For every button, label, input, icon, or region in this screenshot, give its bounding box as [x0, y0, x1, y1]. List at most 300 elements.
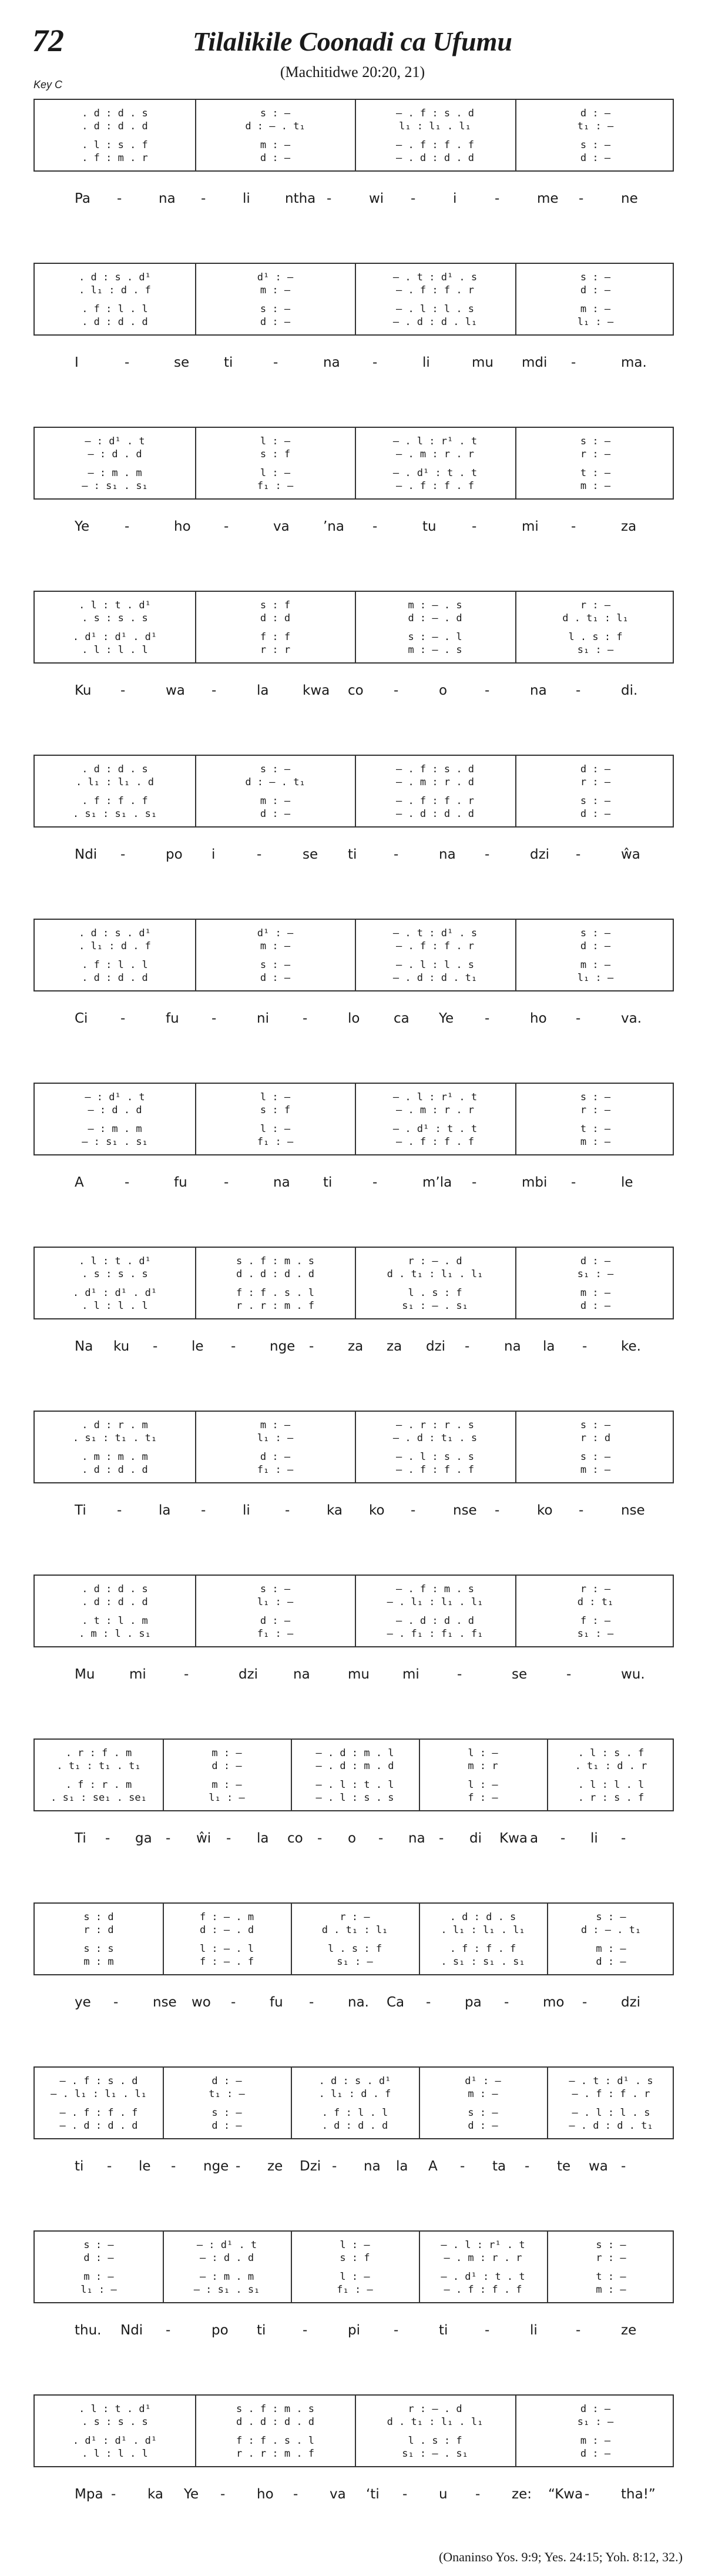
music-system	[33, 1247, 674, 1319]
music-system	[33, 2066, 674, 2139]
lyric-syllable: di.	[621, 683, 638, 698]
lyric-syllable: Ye	[439, 1011, 454, 1026]
voice-line	[35, 2239, 673, 2252]
measure: . s : s . s	[82, 2416, 148, 2428]
measure: d : —	[468, 2120, 498, 2132]
measure: d : —	[580, 1300, 611, 1312]
lyric-syllable: ga	[135, 1831, 152, 1846]
lyric-syllable: na	[364, 2159, 381, 2174]
lyric-syllable: -	[125, 519, 130, 534]
measure: . d : d . d	[82, 1596, 148, 1608]
lyric-syllable: A	[75, 1175, 84, 1190]
lyric-syllable: ne	[621, 191, 638, 206]
voice-line	[35, 1760, 673, 1773]
lyric-syllable: Ti	[75, 1503, 86, 1518]
voice-line	[35, 2403, 673, 2416]
lyric-syllable: mu	[472, 355, 494, 370]
measure: l . s : f	[568, 631, 623, 643]
lyric-syllable: -	[560, 1831, 566, 1846]
music-system	[33, 919, 674, 991]
lyric-syllable: ka	[147, 2487, 164, 2502]
voice-line	[35, 2434, 673, 2447]
measure: l : —	[260, 1091, 291, 1103]
voice-line	[35, 1596, 673, 1609]
measure: d : —	[580, 808, 611, 820]
music-system	[33, 1411, 674, 1483]
lyric-line	[33, 1171, 674, 1194]
lyric-syllable: -	[394, 2323, 399, 2338]
lyric-syllable: -	[495, 1503, 500, 1518]
measure: d : —	[260, 1451, 291, 1463]
measure: m : —	[83, 2271, 114, 2283]
measure: . d : d . s	[82, 763, 148, 775]
lyric-syllable: -	[426, 1995, 431, 2010]
lyric-syllable: Ci	[75, 1011, 88, 1026]
measure: f₁ : —	[257, 1464, 294, 1476]
measure: m : —	[580, 1287, 611, 1299]
measure: s . f : m . s	[236, 1255, 315, 1267]
measure: m : —	[580, 1464, 611, 1476]
measure: r : d	[580, 1432, 611, 1444]
measure: f : — . m	[199, 1911, 254, 1923]
lyric-syllable: va.	[621, 1011, 642, 1026]
measure: . f : l . l	[321, 2107, 388, 2119]
lyric-syllable: dzi	[426, 1339, 446, 1354]
lyric-syllable: Mu	[75, 1667, 95, 1682]
lyric-syllable: I	[75, 355, 79, 370]
lyric-syllable: -	[201, 191, 206, 206]
measure: d : —	[580, 1255, 611, 1267]
lyric-syllable: -	[475, 2487, 481, 2502]
measure: . l : l . l	[82, 644, 148, 656]
voice-line	[35, 1791, 673, 1804]
lyric-syllable: -	[231, 1995, 236, 2010]
lyric-line	[33, 1335, 674, 1358]
measure: t : —	[580, 467, 611, 479]
lyric-syllable: za	[348, 1339, 364, 1354]
measure: l₁ : —	[80, 2284, 117, 2296]
measure: r : — . d	[408, 2403, 462, 2415]
measure: — . l : t . l	[315, 1779, 394, 1791]
voice-line	[35, 284, 673, 297]
measure: — . d : m . d	[315, 1760, 394, 1772]
lyric-syllable: me	[537, 191, 559, 206]
measure: s : f	[340, 2252, 370, 2264]
measure: r : d	[83, 1924, 114, 1936]
voice-line	[35, 1924, 673, 1937]
measure: l₁ : —	[577, 316, 614, 328]
measure: m : — . s	[408, 644, 462, 656]
measure: — . m : r . r	[444, 2252, 522, 2264]
measure: — . d : m . l	[315, 1747, 394, 1759]
measure: r : —	[580, 448, 611, 460]
lyric-syllable: na	[323, 355, 340, 370]
voice-line	[35, 1778, 673, 1791]
measure: . l₁ : l₁ . l₁	[441, 1924, 525, 1936]
lyric-syllable: li	[530, 2323, 538, 2338]
measure: — . r : r . s	[395, 1419, 475, 1431]
lyric-syllable: Ye	[184, 2487, 199, 2502]
lyric-syllable: -	[579, 1503, 584, 1518]
measure: d : —	[596, 1956, 626, 1968]
references: (Onaninso Yos. 9:9; Yes. 24:15; Yoh. 8:12, 32.)	[438, 2550, 683, 2564]
music-system	[33, 1575, 674, 1647]
measure: . t₁ : d . r	[575, 1760, 647, 1772]
measure: — : m . m	[199, 2271, 254, 2283]
measure: d : — . t₁	[580, 1924, 642, 1936]
voice-line	[35, 959, 673, 972]
measure: — . f : m . s	[395, 1583, 475, 1595]
measure: . s₁ : s₁ . s₁	[72, 808, 157, 820]
measure: d : —	[83, 2252, 114, 2264]
measure: — . f₁ : f₁ . f₁	[387, 1628, 484, 1640]
measure: — . d¹ : t . t	[392, 1123, 478, 1135]
lyric-syllable: dzi	[239, 1667, 258, 1682]
lyric-syllable: -	[171, 2159, 176, 2174]
lyric-syllable: la	[257, 683, 269, 698]
lyric-line	[33, 351, 674, 374]
measure: — . d : d . l₁	[392, 316, 478, 328]
measure: . l : s . f	[82, 139, 148, 151]
lyric-syllable: -	[504, 1995, 509, 2010]
measure: r : —	[580, 1104, 611, 1116]
lyric-syllable: nge	[203, 2159, 229, 2174]
lyric-line	[33, 2483, 674, 2506]
voice-line	[35, 435, 673, 448]
lyric-syllable: nse	[153, 1995, 177, 2010]
lyric-syllable: -	[571, 355, 576, 370]
measure: d : —	[212, 1760, 242, 1772]
measure: d : —	[260, 972, 291, 984]
lyric-syllable: te	[557, 2159, 571, 2174]
measure: d : — . t₁	[245, 776, 306, 788]
measure: . l : t . d¹	[79, 2403, 151, 2415]
lyric-syllable: Na	[75, 1339, 93, 1354]
measure: m : —	[580, 1136, 611, 1148]
measure: . r : s . f	[578, 1792, 644, 1804]
measure: — . d : d . d	[395, 808, 475, 820]
measure: d : —	[580, 763, 611, 775]
measure: s : —	[596, 2239, 626, 2251]
measure: f : f . s . l	[236, 2435, 315, 2447]
measure: s : —	[580, 272, 611, 283]
measure: s : —	[83, 2239, 114, 2251]
lyric-syllable: le	[621, 1175, 633, 1190]
voice-line	[35, 644, 673, 656]
voice-line	[35, 139, 673, 152]
measure: . l : t . d¹	[79, 1255, 151, 1267]
measure: — . t : d¹ . s	[392, 272, 478, 283]
measure: d : — . t₁	[245, 120, 306, 132]
lyric-syllable: Ti	[75, 1831, 86, 1846]
lyric-syllable: ho	[257, 2487, 274, 2502]
measure: r : —	[580, 776, 611, 788]
lyric-syllable: o	[439, 683, 448, 698]
measure: . f : l . l	[82, 303, 148, 315]
voice-line	[35, 1432, 673, 1445]
measure: d : —	[580, 108, 611, 119]
lyric-syllable: -	[117, 191, 122, 206]
lyric-syllable: -	[571, 1175, 576, 1190]
voice-line	[35, 1747, 673, 1760]
measure: — . m : r . r	[395, 1104, 475, 1116]
lyric-syllable: fu	[166, 1011, 179, 1026]
voice-line	[35, 972, 673, 984]
key-signature: Key C	[33, 79, 63, 91]
lyric-syllable: -	[120, 1011, 126, 1026]
music-system	[33, 2230, 674, 2303]
music-system	[33, 99, 674, 172]
lyric-syllable: la	[543, 1339, 555, 1354]
measure: d : —	[580, 2403, 611, 2415]
lyric-syllable: na.	[348, 1995, 369, 2010]
lyric-syllable: se	[303, 847, 318, 862]
lyric-syllable: -	[576, 1011, 581, 1026]
lyric-syllable: -	[582, 1339, 588, 1354]
lyric-line	[33, 1663, 674, 1686]
voice-line	[35, 612, 673, 625]
lyric-syllable: ku	[113, 1339, 130, 1354]
lyric-syllable: -	[485, 683, 490, 698]
measure: m : —	[580, 480, 611, 492]
measure: — . d : d . d	[59, 2120, 138, 2132]
lyric-syllable: -	[107, 2159, 112, 2174]
measure: l : —	[260, 436, 291, 447]
lyric-syllable: -	[120, 847, 126, 862]
voice-line	[35, 303, 673, 316]
hymn-number: 72	[32, 23, 64, 58]
measure: — . l : r¹ . t	[392, 1091, 478, 1103]
measure: . f : m . r	[82, 152, 148, 164]
lyric-syllable: -	[621, 1831, 626, 1846]
lyric-syllable: -	[495, 191, 500, 206]
measure: . s : s . s	[82, 1268, 148, 1280]
lyric-syllable: wa	[589, 2159, 608, 2174]
measure: — : s₁ . s₁	[82, 1136, 148, 1148]
lyric-syllable: ho	[530, 1011, 547, 1026]
lyric-syllable: mi	[129, 1667, 146, 1682]
lyric-line	[33, 187, 674, 210]
lyric-syllable: -	[303, 1011, 308, 1026]
measure: s₁ : —	[577, 1268, 614, 1280]
lyric-line	[33, 2319, 674, 2342]
voice-line	[35, 1299, 673, 1312]
measure: — . l : r¹ . t	[441, 2239, 525, 2251]
lyric-syllable: -	[293, 2487, 298, 2502]
measure: . d : d . d	[82, 1464, 148, 1476]
lyric-syllable: ke.	[621, 1339, 641, 1354]
measure: d . t₁ : l₁	[562, 612, 629, 624]
lyric-syllable: ma.	[621, 355, 647, 370]
lyric-syllable: -	[582, 1995, 588, 2010]
lyric-syllable: -	[224, 519, 229, 534]
lyric-syllable: -	[257, 847, 262, 862]
lyric-syllable: -	[372, 355, 378, 370]
lyric-syllable: mu	[348, 1667, 370, 1682]
measure: — . t : d¹ . s	[569, 2075, 653, 2087]
measure: m : —	[468, 2088, 498, 2100]
measure: s : —	[580, 927, 611, 939]
lyric-syllable: -	[220, 2487, 226, 2502]
measure: m : —	[260, 1419, 291, 1431]
voice-line	[35, 1287, 673, 1299]
measure: . d : d . s	[82, 108, 148, 119]
measure: r : —	[580, 1583, 611, 1595]
lyric-syllable: -	[231, 1339, 236, 1354]
measure: . l : s . f	[578, 1747, 644, 1759]
measure: — : d¹ . t	[85, 1091, 145, 1103]
music-system	[33, 755, 674, 828]
lyric-syllable: -	[201, 1503, 206, 1518]
lyric-syllable: le	[192, 1339, 204, 1354]
lyric-syllable: -	[226, 1831, 231, 1846]
lyric-line	[33, 515, 674, 538]
lyric-syllable: -	[224, 1175, 229, 1190]
lyric-syllable: le	[139, 2159, 151, 2174]
measure: — . d : d . t₁	[392, 972, 478, 984]
measure: — . f : f . r	[395, 940, 475, 952]
measure: m : —	[260, 139, 291, 151]
voice-line	[35, 1091, 673, 1104]
measure: — . d¹ : t . t	[392, 467, 478, 479]
measure: d . d : d . d	[236, 2416, 315, 2428]
lyric-syllable: m’la	[422, 1175, 452, 1190]
lyric-syllable: wi	[369, 191, 384, 206]
lyric-syllable: ze	[267, 2159, 283, 2174]
lyric-syllable: -	[579, 191, 584, 206]
lyric-syllable: -	[117, 1503, 122, 1518]
measure: . l₁ : d . f	[79, 284, 151, 296]
lyric-syllable: co	[287, 1831, 303, 1846]
measure: . l₁ : l₁ . d	[75, 776, 155, 788]
measure: s₁ : — . s₁	[402, 2448, 468, 2460]
measure: s₁ : —	[577, 644, 614, 656]
lyric-syllable: -	[113, 1995, 119, 2010]
lyric-syllable: -	[439, 1831, 444, 1846]
measure: l₁ : —	[257, 1596, 294, 1608]
measure: — . l₁ : l₁ . l₁	[387, 1596, 484, 1608]
lyric-line	[33, 2155, 674, 2178]
measure: . d : d . s	[82, 1583, 148, 1595]
measure: — . l : r¹ . t	[392, 436, 478, 447]
voice-line	[35, 1463, 673, 1476]
lyric-syllable: Ndi	[75, 847, 98, 862]
voice-line	[35, 2283, 673, 2296]
lyric-syllable: -	[309, 1995, 314, 2010]
lyric-syllable: pi	[348, 2323, 360, 2338]
lyric-syllable: ko	[369, 1503, 385, 1518]
lyric-syllable: -	[309, 1339, 314, 1354]
measure: . d¹ : d¹ . d¹	[72, 1287, 157, 1299]
lyric-syllable: mo	[543, 1995, 565, 2010]
lyric-syllable: na	[159, 191, 176, 206]
measure: d : —	[580, 2448, 611, 2460]
measure: l : —	[260, 1123, 291, 1135]
measure: . f : f . f	[82, 795, 148, 807]
lyric-syllable: mi	[522, 519, 539, 534]
measure: — : d . d	[88, 448, 142, 460]
measure: t : —	[596, 2271, 626, 2283]
lyric-syllable: -	[153, 1339, 158, 1354]
voice-line	[35, 599, 673, 612]
measure: d : —	[260, 316, 291, 328]
measure: d : —	[260, 152, 291, 164]
measure: s₁ : —	[577, 1628, 614, 1640]
lyric-syllable: ŵa	[621, 847, 640, 862]
measure: s₁ : — . s₁	[402, 1300, 468, 1312]
lyric-syllable: -	[394, 847, 399, 862]
lyric-syllable: ti	[439, 2323, 448, 2338]
lyric-syllable: se	[174, 355, 190, 370]
lyric-line	[33, 1007, 674, 1030]
measure: l : — . l	[199, 1943, 254, 1955]
measure: — . d : d . t₁	[569, 2120, 653, 2132]
measure: l₁ : l₁ . l₁	[399, 120, 471, 132]
lyric-syllable: wo	[192, 1995, 211, 2010]
measure: r : r	[260, 644, 291, 656]
measure: — . f : f . r	[395, 795, 475, 807]
voice-line	[35, 1268, 673, 1281]
lyric-syllable: ti	[224, 355, 233, 370]
voice-line	[35, 1627, 673, 1640]
voice-line	[35, 1955, 673, 1968]
measure: t : —	[580, 1123, 611, 1135]
lyric-syllable: Dzi	[300, 2159, 321, 2174]
voice-line	[35, 795, 673, 808]
scripture-subtitle: (Machitidwe 20:20, 21)	[280, 63, 425, 81]
measure: m : —	[260, 940, 291, 952]
lyric-syllable: za	[621, 519, 637, 534]
voice-line	[35, 1123, 673, 1135]
lyric-syllable: -	[212, 1011, 217, 1026]
lyric-syllable: ye	[75, 1995, 91, 2010]
voice-line	[35, 2416, 673, 2428]
lyric-syllable: co	[348, 683, 364, 698]
measure: — : d . d	[88, 1104, 142, 1116]
lyric-syllable: thu.	[75, 2323, 102, 2338]
measure: — . l : l . s	[395, 959, 475, 971]
measure: f₁ : —	[257, 480, 294, 492]
measure: d . t₁ : l₁ . l₁	[387, 2416, 484, 2428]
lyric-syllable: ‘ti	[366, 2487, 380, 2502]
voice-line	[35, 120, 673, 133]
lyric-syllable: la	[257, 1831, 269, 1846]
lyric-syllable: po	[212, 2323, 229, 2338]
lyric-syllable: ŵi	[196, 1831, 212, 1846]
measure: f : —	[580, 1615, 611, 1627]
lyric-syllable: di	[469, 1831, 482, 1846]
measure: m : —	[212, 1779, 242, 1791]
measure: . l : l . l	[82, 1300, 148, 1312]
measure: — . f : s . d	[59, 2075, 138, 2087]
measure: — . l : s . s	[315, 1792, 394, 1804]
lyric-syllable: ko	[537, 1503, 553, 1518]
lyric-syllable: na	[439, 847, 456, 862]
lyric-syllable: i	[212, 847, 216, 862]
lyric-syllable: la	[159, 1503, 171, 1518]
lyric-syllable: -	[525, 2159, 530, 2174]
lyric-syllable: -	[332, 2159, 337, 2174]
measure: — . d : t₁ . s	[392, 1432, 478, 1444]
measure: l : —	[340, 2239, 370, 2251]
lyric-syllable: va	[330, 2487, 346, 2502]
measure: s : f	[260, 448, 291, 460]
voice-line	[35, 808, 673, 820]
lyric-syllable: ka	[327, 1503, 343, 1518]
measure: m : —	[580, 959, 611, 971]
voice-line	[35, 467, 673, 480]
measure: m : —	[596, 1943, 626, 1955]
